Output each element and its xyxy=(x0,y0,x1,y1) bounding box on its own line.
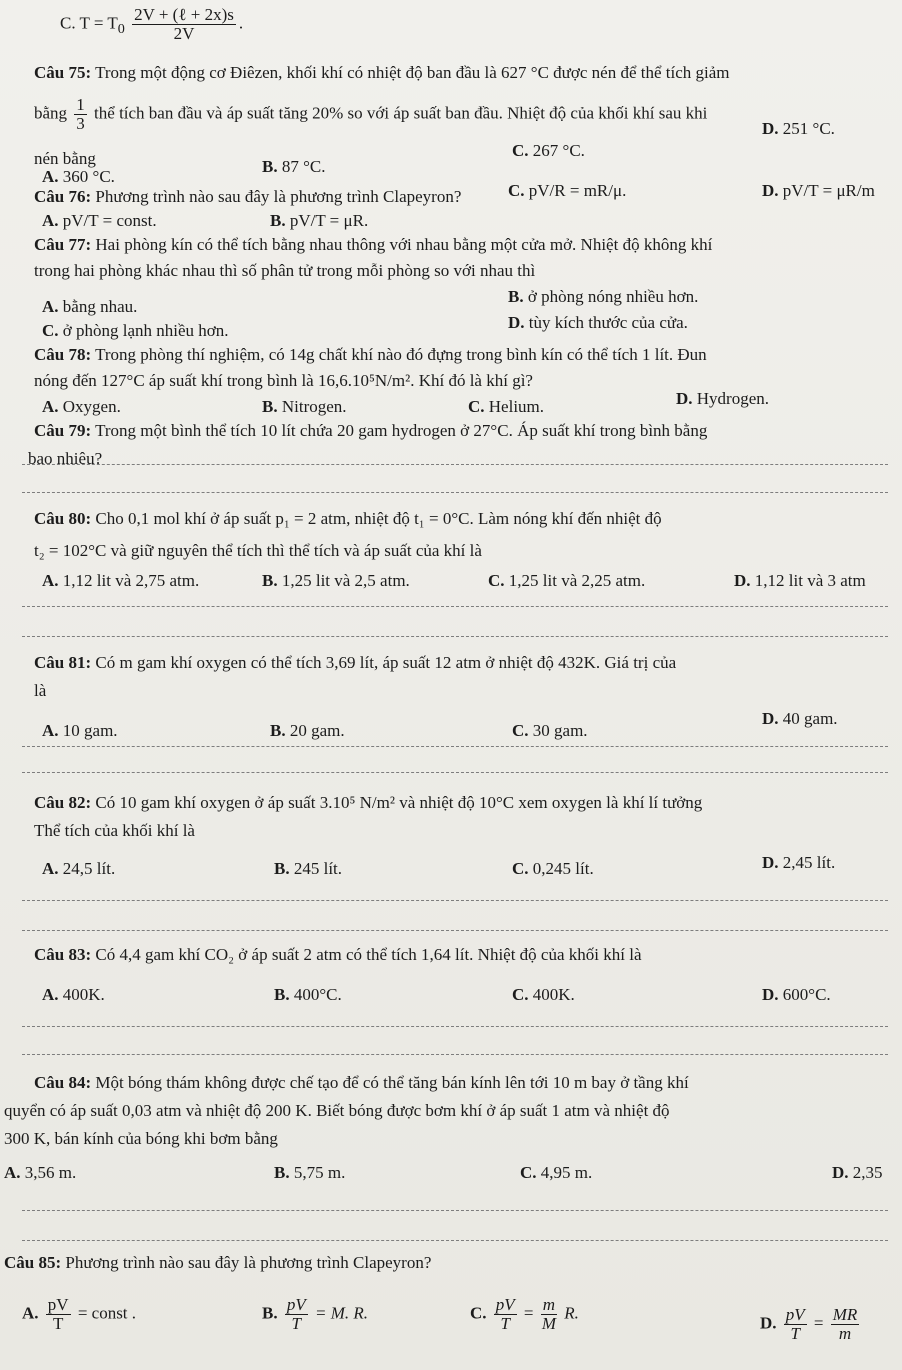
q82-option-c[interactable]: C. 0,245 lít. xyxy=(512,859,594,878)
q75-fraction: $\frac{1}{3}$ xyxy=(76,95,85,133)
q76-option-b[interactable]: B. pV/T = μR. xyxy=(270,211,369,230)
answer-line xyxy=(22,1240,888,1241)
answer-line xyxy=(22,1026,888,1027)
q77-option-a[interactable]: A. bằng nhau. xyxy=(42,297,138,316)
q82-option-a[interactable]: A. 24,5 lít. xyxy=(42,859,116,878)
q83-option-d[interactable]: D. 600°C. xyxy=(762,985,831,1004)
q83-option-a[interactable]: A. 400K. xyxy=(42,985,105,1004)
q85-option-b[interactable]: B. $\frac{pV}{T}$ = M. R. xyxy=(262,1295,369,1333)
q77-option-b[interactable]: B. ở phòng nóng nhiều hơn. xyxy=(508,287,699,306)
q85-question: Câu 85: Phương trình nào sau đây là phương trình Clapeyron? xyxy=(4,1253,432,1272)
answer-line xyxy=(22,606,888,607)
q76-option-a[interactable]: A. pV/T = const. xyxy=(42,211,157,230)
q84-option-a[interactable]: A. 3,56 m. xyxy=(4,1163,77,1182)
answer-line xyxy=(22,492,888,493)
q82-option-b[interactable]: B. 245 lít. xyxy=(274,859,343,878)
q75-line3: nén bằng xyxy=(34,149,96,168)
q77-line2: trong hai phòng khác nhau thì số phân tử trong mỗi phòng so với nhau thì xyxy=(34,261,536,280)
q80-line1: Câu 80: Cho 0,1 mol khí ở áp suất p₁ = 2 atm, nhiệt độ t₁ = 0°C. Làm nóng khí đến nhiệt độ xyxy=(34,509,662,528)
q83-line1: Câu 83: Có 4,4 gam khí CO₂ ở áp suất 2 atm có thể tích 1,64 lít. Nhiệt độ của khối khí là xyxy=(34,945,642,964)
q75-option-a[interactable]: A. 360 °C. xyxy=(42,167,115,186)
q81-option-a[interactable]: A. 10 gam. xyxy=(42,721,118,740)
q79-line1: Câu 79: Trong một bình thể tích 10 lít chứa 20 gam hydrogen ở 27°C. Áp suất khí trong bình bằng xyxy=(34,421,708,440)
q78-option-a[interactable]: A. Oxygen. xyxy=(42,397,121,416)
q85-option-c[interactable]: C. $\frac{pV}{T}$ = $\frac{m}{M}$ R. xyxy=(470,1295,579,1333)
q84-line1: Câu 84: Một bóng thám không được chế tạo để có thể tăng bán kính lên tới 10 m bay ở tầng khí xyxy=(34,1073,689,1092)
q83-option-b[interactable]: B. 400°C. xyxy=(274,985,342,1004)
q80-line2: t₂ = 102°C và giữ nguyên thể tích thì thể tích và áp suất của khí là xyxy=(34,541,482,560)
q80-option-a[interactable]: A. 1,12 lit và 2,75 atm. xyxy=(42,571,200,590)
answer-line xyxy=(22,1054,888,1055)
q76-option-d[interactable]: D. pV/T = μR/m xyxy=(762,181,875,200)
q75-option-d[interactable]: D. 251 °C. xyxy=(762,119,835,138)
q84-option-d[interactable]: D. 2,35 xyxy=(832,1163,883,1182)
q77-line1: Câu 77: Hai phòng kín có thể tích bằng nhau thông với nhau bằng một cửa mở. Nhiệt độ không khí xyxy=(34,235,713,254)
answer-line xyxy=(22,636,888,637)
q77-option-c[interactable]: C. ở phòng lạnh nhiều hơn. xyxy=(42,321,229,340)
q75-line1: Câu 75: Trong một động cơ Điêzen, khối khí có nhiệt độ ban đầu là 627 °C được nén để thể tích giảm xyxy=(34,63,730,82)
q78-option-b[interactable]: B. Nitrogen. xyxy=(262,397,347,416)
answer-line xyxy=(22,746,888,747)
q82-line2: Thể tích của khối khí là xyxy=(34,821,195,840)
q80-option-c[interactable]: C. 1,25 lit và 2,25 atm. xyxy=(488,571,646,590)
answer-line xyxy=(22,1210,888,1211)
top-fraction: $\frac{\text{2V + (ℓ + 2x)s}}{2V}$ xyxy=(134,5,234,43)
answer-line xyxy=(22,772,888,773)
q78-line1: Câu 78: Trong phòng thí nghiệm, có 14g chất khí nào đó đựng trong bình kín có thể tích 1 lít. Đun xyxy=(34,345,707,364)
q81-line1: Câu 81: Có m gam khí oxygen có thể tích 3,69 lít, áp suất 12 atm ở nhiệt độ 432K. Giá trị của xyxy=(34,653,677,672)
q82-line1: Câu 82: Có 10 gam khí oxygen ở áp suất 3.10⁵ N/m² và nhiệt độ 10°C xem oxygen là khí lí tưởng xyxy=(34,793,703,812)
q78-line2: nóng đến 127°C áp suất khí trong bình là 16,6.10⁵N/m². Khí đó là khí gì? xyxy=(34,371,533,390)
q84-line2: quyển có áp suất 0,03 atm và nhiệt độ 200 K. Biết bóng được bơm khí ở áp suất 1 atm và nhiệt độ xyxy=(4,1101,670,1120)
q83-option-c[interactable]: C. 400K. xyxy=(512,985,575,1004)
answer-line xyxy=(22,900,888,901)
q79-line2: bao nhiêu? xyxy=(28,449,103,468)
q81-option-c[interactable]: C. 30 gam. xyxy=(512,721,588,740)
q76-option-c[interactable]: C. pV/R = mR/μ. xyxy=(508,181,627,200)
q80-option-d[interactable]: D. 1,12 lit và 3 atm xyxy=(734,571,866,590)
q81-line2: là xyxy=(34,681,47,700)
q81-option-b[interactable]: B. 20 gam. xyxy=(270,721,345,740)
answer-line xyxy=(22,930,888,931)
q81-option-d[interactable]: D. 40 gam. xyxy=(762,709,838,728)
q84-option-b[interactable]: B. 5,75 m. xyxy=(274,1163,346,1182)
q76-question: Câu 76: Phương trình nào sau đây là phương trình Clapeyron? xyxy=(34,187,462,206)
q77-option-d[interactable]: D. tùy kích thước của cửa. xyxy=(508,313,688,332)
q84-option-c[interactable]: C. 4,95 m. xyxy=(520,1163,593,1182)
q75-option-c[interactable]: C. 267 °C. xyxy=(512,141,585,160)
q85-option-a[interactable]: A. $\frac{pV}{T}$ = const . xyxy=(22,1295,137,1333)
answer-line xyxy=(22,464,888,465)
top-option-c: C. $T = T_0$ $\frac{\text{2V + (ℓ + 2x)s}}{2V}$ . xyxy=(60,5,244,43)
q75-line2: bằng $\frac{1}{3}$ thể tích ban đầu và áp suất tăng 20% so với áp suất ban đầu. Nhiệt độ của khối khí sau khi xyxy=(34,95,708,133)
q84-line3: 300 K, bán kính của bóng khi bơm bằng xyxy=(4,1129,278,1148)
q75-option-b[interactable]: B. 87 °C. xyxy=(262,157,326,176)
q78-option-d[interactable]: D. Hydrogen. xyxy=(676,389,770,408)
q78-option-c[interactable]: C. Helium. xyxy=(468,397,545,416)
q80-option-b[interactable]: B. 1,25 lit và 2,5 atm. xyxy=(262,571,410,590)
q85-option-d[interactable]: D. $\frac{pV}{T}$ = $\frac{MR}{m}$ xyxy=(760,1305,858,1343)
q82-option-d[interactable]: D. 2,45 lít. xyxy=(762,853,836,872)
